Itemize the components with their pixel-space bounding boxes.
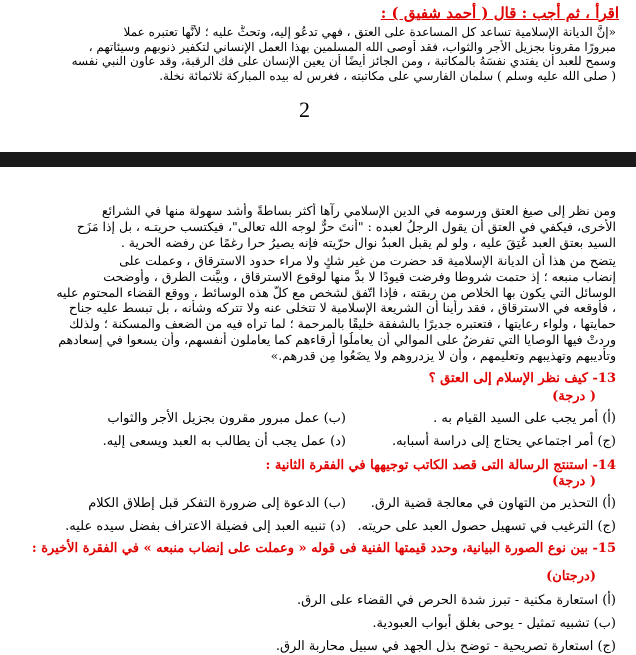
paragraph-line: السيد بعتق العبد عُتِقَ عليه ، ولو لم يقبل العبدُ نوال حرّيته فإنه يصيرُ حرا رغمًا عن رفضه الحرية . [120, 234, 616, 250]
paragraph-line: الوسائل التي يكون بها الخلاص من ربقته ، فإذا اتّفق لشخص مع كلّ هذه الوسائط ، ووقع القضاء المحتوم عليه [56, 284, 616, 300]
paragraph-line: وسمح للعبد أن يفتدي نفسَهُ بالمكاتبة ، ومن الجائز أيضًا أن يعين الإنسان على فك الرقبة، وقد عاون النبي نفسه [71, 54, 616, 69]
q15-option-c: (ج) استعارة تصريحية - توضح بذل الجهد في سبيل محاربة الرق. [275, 639, 616, 654]
passage-heading: اقرأ ، ثم أجب : قال ( أحمد شفيق ) : [380, 4, 619, 22]
paragraph-line: ومن نظر إلى صيغ العتق ورسومه في الدين الإسلامي رآها أكثر بساطةً وأشد سهولة منها في الشرائع [101, 203, 616, 218]
page-number: 2 [299, 97, 310, 122]
q14-option-b: (ب) الدعوة إلى ضرورة التفكر قبل إطلاق الكلام [88, 496, 346, 511]
q14-option-a: (أ) التحذير من التهاون في معالجة قضية الرق. [370, 496, 616, 511]
paragraph-line: ( صلى الله عليه وسلم ) سلمان الفارسي على مكاتبته ، فغرس له بيده المباركة ثلاثمائة نخلة. [159, 68, 616, 83]
paragraph-line: الأخرى، فيكفي في العتق أن يقول الرجلُ لعبده : "أنتَ حرٌّ لوجه الله تعالى"، فيكتسب حريتـه ، بل إذا مَزَح [76, 218, 616, 234]
passage-paragraph-2 [16, 253, 616, 364]
paragraph-line: حمايتها ، ولواء رعايتها ، فتعتبره جديرًا بالشفقة خليقًا بالمرحمة ؛ لما تراه فيه من الضعف والمسكنة ؛ ولذلك [69, 316, 616, 332]
question-13-points: ( درجة) [552, 389, 596, 404]
question-15: 15- بين نوع الصورة البيانية، وحدد قيمتها الفنية فى قوله « وعملت على إنضاب منبعه » في الفقرة الأخيرة : [31, 541, 616, 556]
passage-paragraph-1 [16, 203, 616, 250]
paragraph-line: وردتْ فيها الوصايا التي تفرضُ على الموالي أن يعاملُوا أرقاءهم كما يعاملون أنفسهم، وأن يسعوا في إسعادهم [58, 331, 616, 347]
q13-option-d: (د) عمل يجب أن يطالب به العبد ويسعى إليه. [102, 434, 346, 449]
q13-option-c: (ج) أمر اجتماعي يحتاج إلى دراسة أسبابه. [391, 434, 616, 449]
q15-option-a: (أ) استعارة مكنية - تبرز شدة الحرص في القضاء على الرق. [297, 593, 616, 608]
q15-option-b: (ب) تشبيه تمثيل - يوحى بغلق أبواب العبودية. [372, 616, 616, 631]
q14-option-c: (ج) الترغيب في تسهيل حصول العبد على حريته. [357, 519, 616, 534]
question-15-points: (درجتان) [546, 569, 596, 584]
paragraph-line: مبرورًا مقرونا بجزيل الأجرِ والثواب، فقد أوصى الله المسلمين بهذا العمل الإنساني لتكفير ذنوبهم وسيئاتهم ، [88, 39, 616, 54]
question-13: 13- كيف نظر الإسلام إلى العتق ؟ [428, 371, 616, 386]
question-14: 14- استنتج الرسالة التى قصد الكاتب توجيهها في الفقرة الثانية : [265, 458, 616, 473]
paragraph-line: إنضاب منبعه ؛ إذ حتمت شروطا وفرضت قيودًا لا بدَّ منها لوقوع الاسترقاق ، وبيَّنت الطرق ، وأوضحت [103, 268, 616, 284]
paragraph-line: وتأديبهم وتهذيبهم وتعليمهم ، وأن لا يزدروهم ولا يضَعُوا مِن قدرهم.» [270, 347, 616, 363]
page-2 [0, 167, 636, 653]
q14-option-d: (د) تنبيه العبد إلى فضيلة الاعتراف بفضل سيده عليه. [65, 519, 346, 534]
q13-option-b: (ب) عمل مبرور مقرون بجزيل الأجر والثواب [107, 411, 346, 426]
paragraph-line: ، فأوقعه في الاسترقاق ، فقد رأينا أن الشريعة الإسلامية لا تتخلى عنه ولا تتركه وشأنه ، بل تبسط عليه جناح [68, 300, 616, 316]
page-separator [0, 152, 636, 167]
passage-paragraph [16, 25, 616, 83]
paragraph-line: يتضح من هذا أن الديانة الإسلامية قد حضرت من غير شكٍ ولا مراء حدود الاسترقاق ، وعملت على [119, 253, 616, 268]
q13-option-a: (أ) أمر يجب على السيد القيام به . [433, 411, 616, 426]
page-1 [0, 0, 636, 152]
paragraph-line: «إنَّ الديانة الإسلامية تساعد كل المساعدة على العتق ، فهي تدعُو إليه، وتحثُّ عليه ؛ لأنَّها تعتبره عملا [123, 25, 616, 39]
question-14-points: ( درجة) [552, 474, 596, 489]
